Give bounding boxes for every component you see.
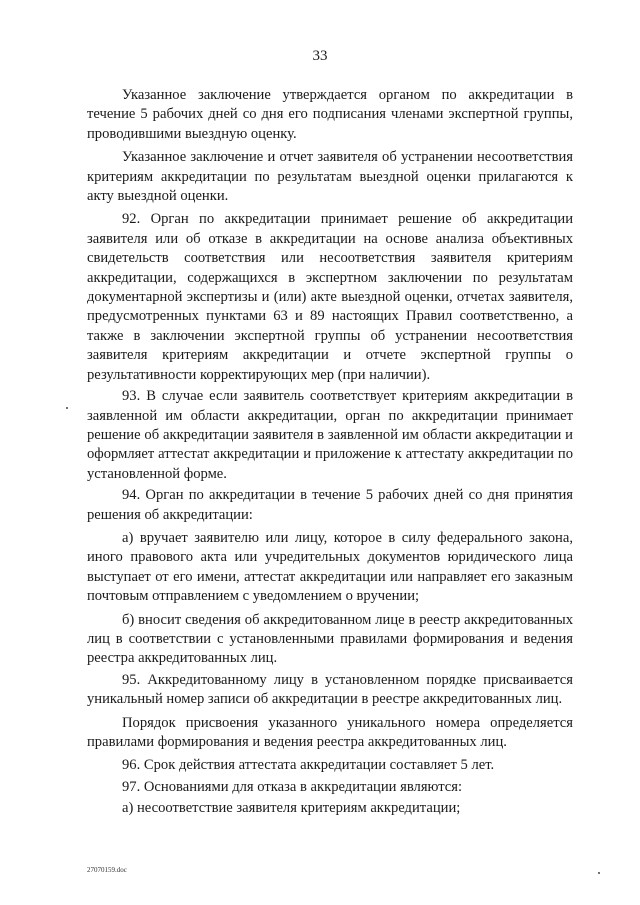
paragraph-conclusion-attachment: Указанное заключение и отчет заявителя об устранении несоответствия критериям аккредитации по результатам выездной оценки прилагаются к акту выездной оценки. xyxy=(87,149,573,205)
paragraph-95: 95. Аккредитованному лицу в установленном порядке присваивается уникальный номер записи об аккредитации в реестре аккредитованных лиц. xyxy=(87,671,573,708)
paragraph-97: 97. Основаниями для отказа в аккредитации являются: xyxy=(122,778,463,795)
paragraph-97-a: а) несоответствие заявителя критериям аккредитации; xyxy=(122,800,461,817)
scan-speck xyxy=(598,872,600,874)
paragraph-conclusion-approval: Указанное заключение утверждается органом по аккредитации в течение 5 рабочих дней со дня его подписания членами экспертной группы, проводившими выездную оценку. xyxy=(87,87,573,142)
page-number: 33 xyxy=(312,48,328,64)
paragraph-94: 94. Орган по аккредитации в течение 5 рабочих дней со дня принятия решения об аккредитации: xyxy=(87,487,573,523)
paragraph-93: 93. В случае если заявитель соответствует критериям аккредитации в заявленной им области аккредитации, орган по аккредитации принимает решение об аккредитации заявителя в заявленной им области аккредитации и оформляет аттестат аккредитации и приложение к аттестату аккредитации по установленной форме. xyxy=(87,388,573,482)
document-body xyxy=(87,86,573,819)
footer-filename: 27070159.doc xyxy=(87,866,127,874)
scan-speck xyxy=(66,407,68,409)
paragraph-94-b: б) вносит сведения об аккредитованном лице в реестр аккредитованных лиц в соответствии с установленными правилами формирования и ведения реестра аккредитованных лиц. xyxy=(87,611,573,667)
paragraph-94-a: а) вручает заявителю или лицу, которое в силу федерального закона, иного правового акта или учредительных документов юридического лица выступает от его имени, аттестат аккредитации или направляет его заказным почтовым отправлением с уведомлением о вручении; xyxy=(87,529,573,605)
paragraph-92: 92. Орган по аккредитации принимает решение об аккредитации заявителя или об отказе в аккредитации на основе анализа объективных свидетельств соответствия или несоответствия заявителя критериям аккредитации, содержащихся в экспертном заключении по результатам документарной экспертизы и (или) акте выездной оценки, отчетах заявителя, предусмотренных пунктами 63 и 89 настоящих Правил соответственно, а также в заключении экспертной группы об устранении несоответствия заявителя критериям аккредитации и отчете экспертной группы о результативности корректирующих мер (при наличии). xyxy=(87,211,573,383)
paragraph-96: 96. Срок действия аттестата аккредитации составляет 5 лет. xyxy=(122,757,495,774)
paragraph-number-assignment: Порядок присвоения указанного уникального номера определяется правилами формирования и ведения реестра аккредитованных лиц. xyxy=(87,714,573,750)
